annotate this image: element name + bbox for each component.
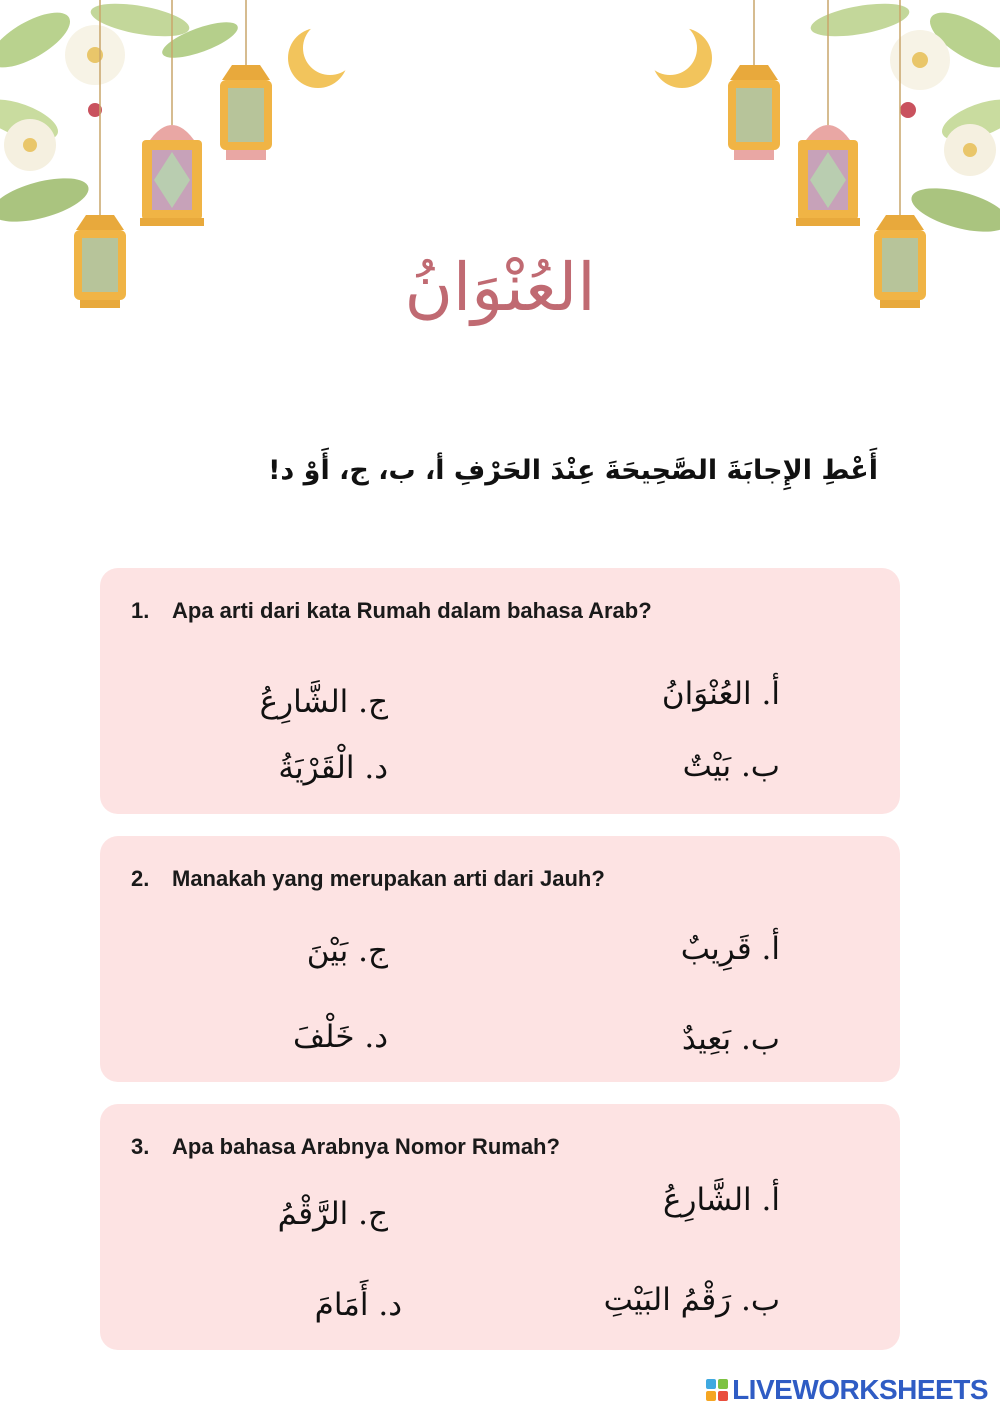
crescent-moon-icon <box>288 21 357 88</box>
lantern-icon <box>220 65 272 160</box>
question-number: 2. <box>131 866 150 891</box>
flower-icon <box>890 30 950 90</box>
option-d[interactable]: د. أَمَامَ <box>314 1287 402 1323</box>
question-text: Apa bahasa Arabnya Nomor Rumah? <box>172 1134 560 1159</box>
flower-icon <box>944 124 996 176</box>
lantern-icon <box>728 65 780 160</box>
question-card-1 <box>100 568 900 814</box>
option-d[interactable]: د. الْقَرْيَةُ <box>278 750 388 786</box>
question-number: 3. <box>131 1134 150 1159</box>
flower-icon <box>4 119 56 171</box>
option-c[interactable]: ج. الرَّقْمُ <box>277 1196 388 1232</box>
option-c[interactable]: ج. الشَّارِعُ <box>259 684 388 720</box>
question-text: Manakah yang merupakan arti dari Jauh? <box>172 866 605 891</box>
lantern-icon <box>140 125 204 226</box>
question-number: 1. <box>131 598 150 623</box>
page-title: العُنْوَانُ <box>404 249 596 326</box>
option-c[interactable]: ج. بَيْنَ <box>306 933 388 969</box>
option-a[interactable]: أ. الشَّارِعُ <box>663 1182 780 1218</box>
option-b[interactable]: ب. بَيْتٌ <box>682 748 780 784</box>
option-b[interactable]: ب. رَقْمُ البَيْتِ <box>603 1282 780 1318</box>
liveworksheets-watermark <box>706 1375 988 1405</box>
option-d[interactable]: د. خَلْفَ <box>292 1019 388 1055</box>
option-b[interactable]: ب. بَعِيدٌ <box>681 1021 780 1057</box>
question-card-3 <box>100 1104 900 1350</box>
instruction-text: أَعْطِ الإِجابَةَ الصَّحِيحَةَ عِنْدَ الحَرْفِ أ، ب، ج، أَوْ د! <box>268 455 878 486</box>
liveworksheets-logo-icon <box>706 1379 728 1401</box>
question-card-2 <box>100 836 900 1082</box>
question-text: Apa arti dari kata Rumah dalam bahasa Arab? <box>172 598 652 623</box>
lantern-icon <box>796 125 860 226</box>
flower-icon <box>65 25 125 85</box>
option-a[interactable]: أ. العُنْوَانُ <box>661 676 780 712</box>
crescent-moon-icon <box>643 21 712 88</box>
watermark-text: LIVEWORKSHEETS <box>732 1374 988 1405</box>
option-a[interactable]: أ. قَرِيبٌ <box>680 931 780 967</box>
